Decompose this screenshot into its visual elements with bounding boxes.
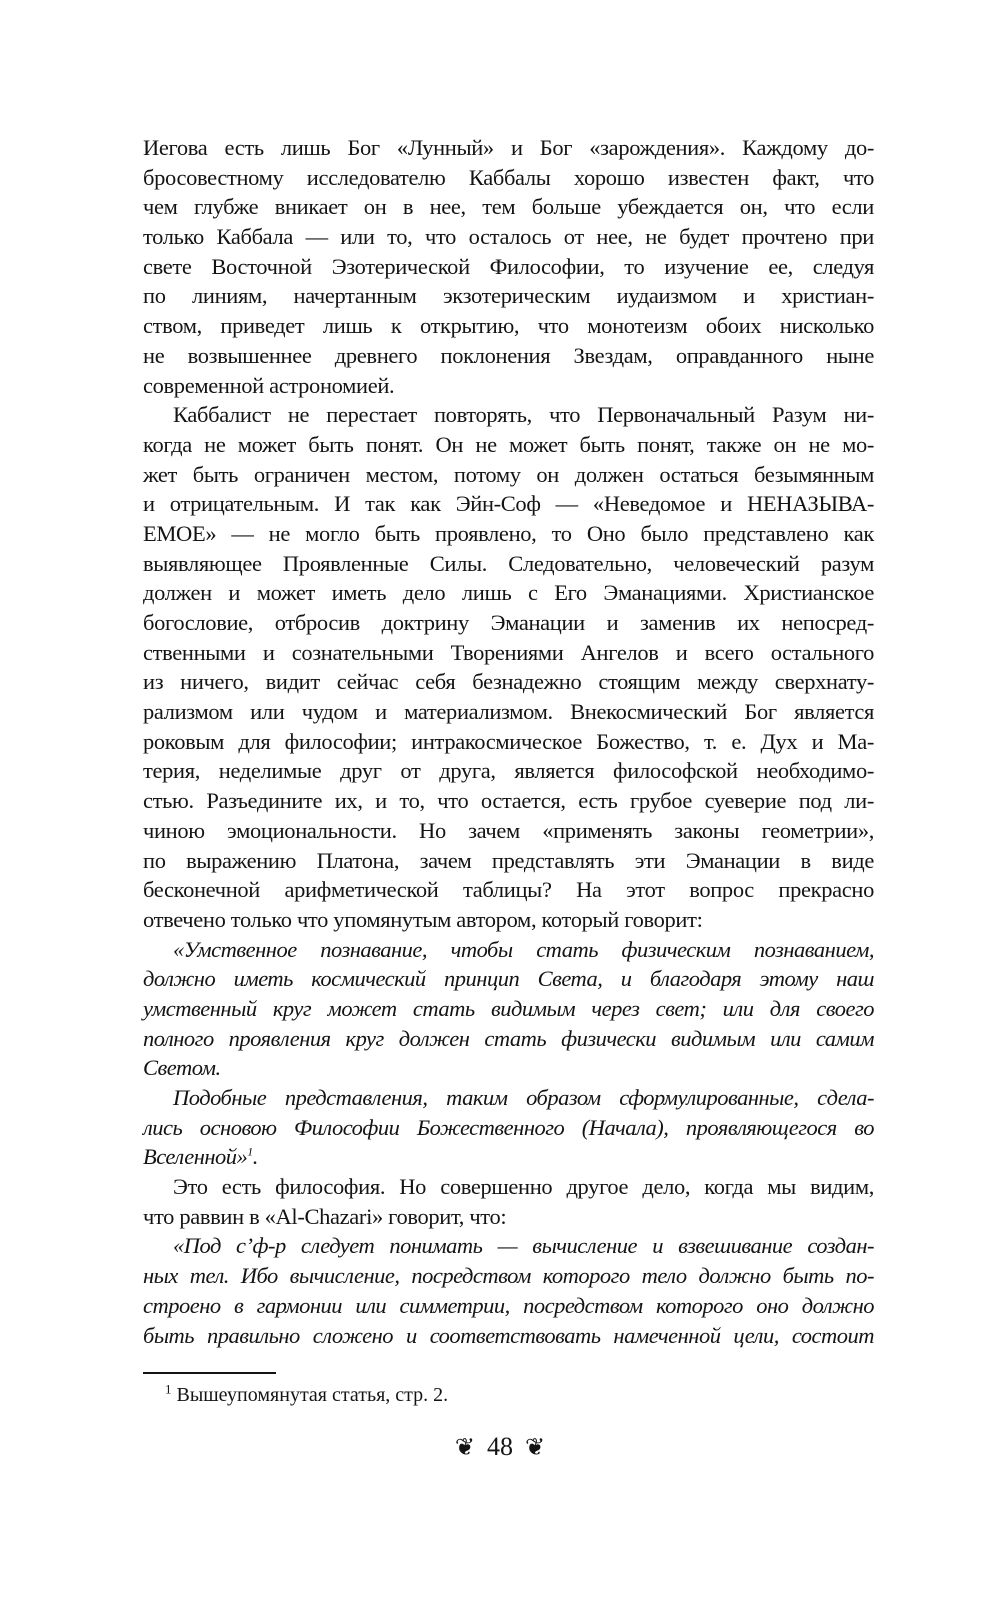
page-number: 48 xyxy=(487,1432,513,1461)
text-line xyxy=(143,252,874,282)
text-line xyxy=(143,549,874,579)
text-line xyxy=(143,697,874,727)
line-text: что раввин в «Al-Chazari» говорит, что: xyxy=(143,1203,507,1229)
text-line xyxy=(143,756,874,786)
line-text: Светом. xyxy=(143,1055,221,1081)
line-text: ством, приведет лишь к открытию, что монотеизм обоих нисколько xyxy=(143,313,874,339)
text-line xyxy=(143,816,874,846)
footnote-reference: 1 xyxy=(247,1144,253,1159)
text-line xyxy=(143,638,874,668)
line-text: отвечено только что упомянутым автором, который говорит: xyxy=(143,906,703,932)
text-line xyxy=(143,608,874,638)
text-line xyxy=(143,786,874,816)
text-line xyxy=(143,519,874,549)
line-text: ЕМОЕ» — не могло быть проявлено, то Оно было представлено как xyxy=(143,520,874,546)
line-text: должен и может иметь дело лишь с Его Эманациями. Христианское xyxy=(143,580,874,606)
line-text: «Умственное познавание, чтобы стать физическим познаванием, xyxy=(173,936,874,962)
footnote-divider xyxy=(143,1372,276,1374)
line-text: быть правильно сложено и соответствовать намеченной цели, состоит xyxy=(143,1322,874,1348)
text-line xyxy=(143,460,874,490)
text-line xyxy=(143,935,874,965)
text-line xyxy=(143,1261,874,1291)
text-line xyxy=(143,1172,874,1202)
text-line xyxy=(143,400,874,430)
line-text: чиною эмоциональности. Но зачем «применять законы геометрии», xyxy=(143,817,874,843)
line-text: Иегова есть лишь Бог «Лунный» и Бог «зарождения». Каждому до- xyxy=(143,135,874,160)
text-line xyxy=(143,163,874,193)
text-line xyxy=(143,1053,874,1083)
line-text: бросовестному исследователю Каббалы хорошо известен факт, что xyxy=(143,164,874,190)
body-text xyxy=(143,133,874,1350)
line-text: Это есть философия. Но совершенно другое дело, когда мы видим, xyxy=(173,1174,874,1200)
line-text: полного проявления круг должен стать физически видимым или самим xyxy=(143,1025,874,1051)
text-line xyxy=(143,430,874,460)
line-text: только Каббала — или то, что осталось от нее, не будет прочтено при xyxy=(143,224,874,250)
line-text: ных тел. Ибо вычисление, посредством которого тело должно быть по- xyxy=(143,1263,874,1289)
ornament-left-icon: ❦ xyxy=(454,1435,475,1461)
line-text: когда не может быть понят. Он не может быть понят, также он не мо- xyxy=(143,431,874,457)
line-text: Подобные представления, таким образом сформулированные, сдела- xyxy=(173,1085,874,1110)
text-line xyxy=(143,1202,874,1232)
page-footer xyxy=(0,1430,1000,1465)
line-text: роковым для философии; интракосмическое Божество, т. е. Дух и Ма- xyxy=(143,728,874,754)
footnote xyxy=(165,1380,448,1410)
line-text: . xyxy=(252,1144,258,1170)
text-line xyxy=(143,1291,874,1321)
text-line xyxy=(143,192,874,222)
footnote-mark: 1 xyxy=(165,1381,172,1397)
text-line xyxy=(143,341,874,371)
line-text: «Под с’ф-р следует понимать — вычисление и взвешивание создан- xyxy=(173,1233,874,1259)
text-line xyxy=(143,994,874,1024)
line-text: богословие, отбросив доктрину Эманации и заменив их непосред- xyxy=(143,610,874,635)
text-line xyxy=(143,905,874,935)
text-line xyxy=(143,1231,874,1261)
line-text: умственный круг может стать видимым через свет; или для своего xyxy=(143,995,874,1021)
line-text: свете Восточной Эзотерической Философии, то изучение ее, следуя xyxy=(143,253,874,279)
line-text: Вселенной» xyxy=(143,1144,248,1170)
line-text: должно иметь космический принцип Света, и благодаря этому наш xyxy=(143,966,874,992)
line-text: не возвышеннее древнего поклонения Звездам, оправданного ныне xyxy=(143,342,874,368)
line-text: выявляющее Проявленные Силы. Следовательно, человеческий разум xyxy=(143,550,874,576)
text-line xyxy=(143,875,874,905)
text-line xyxy=(143,846,874,876)
line-text: Каббалист не перестает повторять, что Первоначальный Разум ни- xyxy=(173,402,874,428)
text-line xyxy=(143,489,874,519)
line-text: современной астрономией. xyxy=(143,372,395,398)
text-line xyxy=(143,1024,874,1054)
text-line xyxy=(143,578,874,608)
ornament-right-icon: ❦ xyxy=(525,1435,546,1461)
line-text: терия, неделимые друг от друга, является философской необходимо- xyxy=(143,758,874,784)
text-line xyxy=(143,1113,874,1143)
text-line xyxy=(143,222,874,252)
text-line xyxy=(143,281,874,311)
line-text: строено в гармонии или симметрии, посредством которого оно должно xyxy=(143,1292,874,1318)
text-line xyxy=(143,1321,874,1351)
text-line xyxy=(143,964,874,994)
text-line xyxy=(143,727,874,757)
line-text: бесконечной арифметической таблицы? На этот вопрос прекрасно xyxy=(143,877,874,903)
line-text: по выражению Платона, зачем представлять эти Эманации в виде xyxy=(143,847,874,873)
text-line xyxy=(143,371,874,401)
text-line xyxy=(143,311,874,341)
line-text: рализмом или чудом и материализмом. Внекосмический Бог является xyxy=(143,699,874,725)
line-text: и отрицательным. И так как Эйн-Соф — «Неведомое и НЕНАЗЫВА- xyxy=(143,491,874,517)
line-text: по линиям, начертанным экзотерическим иудаизмом и христиан- xyxy=(143,283,874,309)
line-text: жет быть ограничен местом, потому он должен остаться безымянным xyxy=(143,461,874,487)
line-text: из ничего, видит сейчас себя безнадежно стоящим между сверхнату- xyxy=(143,669,874,695)
footnote-text: Вышеупомянутая статья, стр. 2. xyxy=(176,1384,449,1406)
text-line xyxy=(143,1142,874,1172)
line-text: лись основою Философии Божественного (Начала), проявляющегося во xyxy=(143,1114,874,1140)
text-line xyxy=(143,667,874,697)
text-line xyxy=(143,133,874,163)
line-text: стью. Разъедините их, и то, что остается, есть грубое суеверие под ли- xyxy=(143,788,874,814)
text-line xyxy=(143,1083,874,1113)
line-text: ственными и сознательными Творениями Ангелов и всего остального xyxy=(143,639,874,665)
line-text: чем глубже вникает он в нее, тем больше убеждается он, что если xyxy=(143,194,874,220)
